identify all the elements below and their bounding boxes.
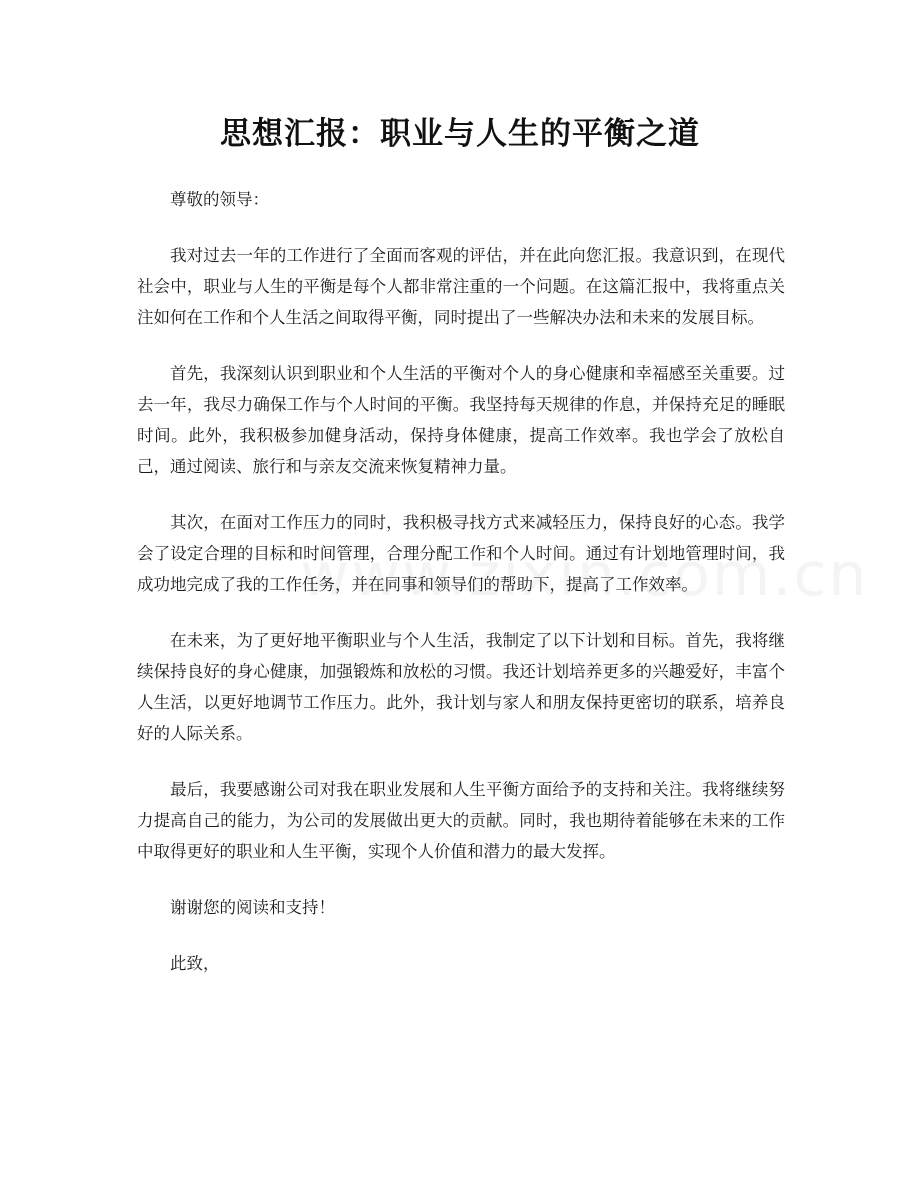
salutation: 尊敬的领导： bbox=[170, 190, 269, 209]
page-title: 思想汇报：职业与人生的平衡之道 bbox=[220, 116, 700, 152]
paragraph-5: 最后，我要感谢公司对我在职业发展和人生平衡方面给予的支持和关注。我将继续努力提高自己的能力，为公司的发展做出更大的贡献。同时，我也期待着能够在未来的工作中取得更好的职业和人生平衡，实现个人价值和潜力的最大发挥。 bbox=[137, 780, 785, 861]
paragraph-3: 其次，在面对工作压力的同时，我积极寻找方式来减轻压力，保持良好的心态。我学会了设定合理的目标和时间管理，合理分配工作和个人时间。通过有计划地管理时间，我成功地完成了我的工作任务，并在同事和领导们的帮助下，提高了工作效率。 bbox=[137, 513, 785, 594]
document-body bbox=[137, 184, 785, 1004]
closing-line: 此致， bbox=[170, 954, 220, 973]
paragraph-4: 在未来，为了更好地平衡职业与个人生活，我制定了以下计划和目标。首先，我将继续保持良好的身心健康，加强锻炼和放松的习惯。我还计划培养更多的兴趣爱好，丰富个人生活，以更好地调节工作压力。此外，我计划与家人和朋友保持更密切的联系，培养良好的人际关系。 bbox=[137, 631, 785, 743]
thanks-line: 谢谢您的阅读和支持！ bbox=[170, 898, 335, 917]
paragraph-1: 我对过去一年的工作进行了全面而客观的评估，并在此向您汇报。我意识到，在现代社会中，职业与人生的平衡是每个人都非常注重的一个问题。在这篇汇报中，我将重点关注如何在工作和个人生活之间取得平衡，同时提出了一些解决办法和未来的发展目标。 bbox=[137, 246, 785, 327]
paragraph-2: 首先，我深刻认识到职业和个人生活的平衡对个人的身心健康和幸福感至关重要。过去一年，我尽力确保工作与个人时间的平衡。我坚持每天规律的作息，并保持充足的睡眠时间。此外，我积极参加健身活动，保持身体健康，提高工作效率。我也学会了放松自己，通过阅读、旅行和与亲友交流来恢复精神力量。 bbox=[137, 364, 785, 476]
